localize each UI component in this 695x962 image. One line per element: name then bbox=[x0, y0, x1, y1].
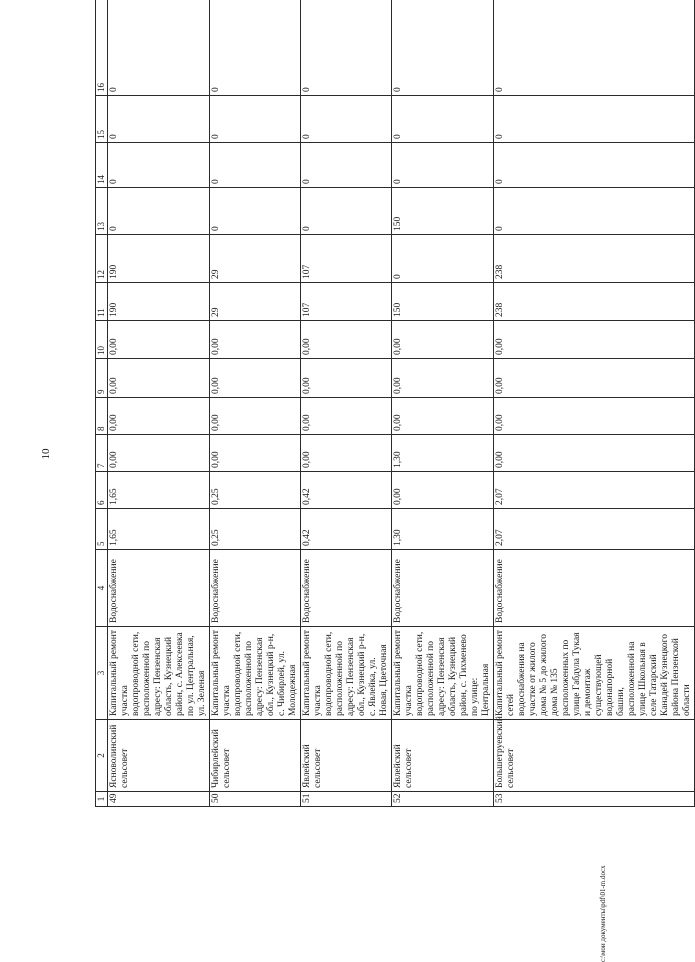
value-cell: 0,42 bbox=[301, 509, 392, 550]
value-cell: 1,30 bbox=[392, 509, 494, 550]
row-number: 53 bbox=[494, 792, 695, 807]
value-cell: 0 bbox=[301, 96, 392, 143]
header-cell: 15 bbox=[96, 96, 108, 143]
value-cell: 0,00 bbox=[108, 435, 210, 472]
value-cell: 1,30 bbox=[392, 435, 494, 472]
value-cell: 0 bbox=[301, 0, 392, 96]
value-cell: 0 bbox=[494, 96, 695, 143]
value-cell: 0,25 bbox=[210, 509, 301, 550]
value-cell: 0,00 bbox=[392, 321, 494, 359]
value-cell: 0,00 bbox=[108, 359, 210, 398]
value-cell: 150 bbox=[392, 283, 494, 321]
value-cell: 0,00 bbox=[301, 398, 392, 435]
value-cell: 0,00 bbox=[108, 398, 210, 435]
header-cell: 3 bbox=[96, 627, 108, 720]
value-cell: 0,00 bbox=[392, 398, 494, 435]
row-number: 49 bbox=[108, 792, 210, 807]
work-description: Капитальный ремонт участка водопроводной сети, расположенной по адресу: Пензенская обл., Кузнецкий р-н, с. Чибирлей, ул. Молодежная bbox=[210, 627, 301, 720]
value-cell: 190 bbox=[108, 283, 210, 321]
value-cell: 0,00 bbox=[210, 359, 301, 398]
header-cell: 10 bbox=[96, 321, 108, 359]
value-cell: 0 bbox=[210, 143, 301, 188]
value-cell: 107 bbox=[301, 283, 392, 321]
value-cell: 0 bbox=[210, 0, 301, 96]
header-cell: 11 bbox=[96, 283, 108, 321]
work-description: Капитальный ремонт участка водопроводной сети, расположенной по адресу: Пензенская область, Кузнецкий район, с. Тихменево по улице: Центральная bbox=[392, 627, 494, 720]
value-cell: 0 bbox=[301, 188, 392, 235]
table-row bbox=[108, 0, 210, 807]
value-cell: 238 bbox=[494, 283, 695, 321]
value-cell: 238 bbox=[494, 235, 695, 283]
council-name: Ясноволинский сельсовет bbox=[108, 720, 210, 792]
header-cell: 16 bbox=[96, 0, 108, 96]
footer-file-path: c:\мои документы\pdf\01-m.docx bbox=[599, 865, 607, 962]
table-row bbox=[494, 0, 695, 807]
value-cell: 0,00 bbox=[301, 359, 392, 398]
value-cell: 0 bbox=[392, 235, 494, 283]
value-cell: 0,00 bbox=[392, 472, 494, 509]
header-cell: 2 bbox=[96, 720, 108, 792]
value-cell: 0,00 bbox=[494, 359, 695, 398]
header-cell: 8 bbox=[96, 398, 108, 435]
value-cell: 0,42 bbox=[301, 472, 392, 509]
value-cell: 0 bbox=[494, 188, 695, 235]
value-cell: 2,07 bbox=[494, 472, 695, 509]
work-description: Капитальный ремонт сетей водоснабжения на участке от жилого дома № 5 до жилого дома № 135 расположенных по улице Габдула Тукая и демонтаж существующей водонапорной башни, расположенной на улице Школьная в селе Татарский Канадей Кузнецкого района Пензенской области bbox=[494, 627, 695, 720]
value-cell: 0,00 bbox=[494, 398, 695, 435]
value-cell: 1,65 bbox=[108, 509, 210, 550]
value-cell: 0 bbox=[301, 143, 392, 188]
value-cell: 0 bbox=[108, 0, 210, 96]
header-cell: 5 bbox=[96, 509, 108, 550]
value-cell: 107 bbox=[301, 235, 392, 283]
header-cell: 4 bbox=[96, 550, 108, 627]
header-cell: 14 bbox=[96, 143, 108, 188]
work-description: Капитальный ремонт участка водопроводной сети, расположенной по адресу: Пензенская обл., Кузнецкий р-н, с. Явлейка, ул. Новая, Цветочная bbox=[301, 627, 392, 720]
value-cell: 0 bbox=[108, 188, 210, 235]
value-cell: 0 bbox=[494, 143, 695, 188]
work-category: Водоснабжение bbox=[392, 550, 494, 627]
work-category: Водоснабжение bbox=[301, 550, 392, 627]
value-cell: 0 bbox=[210, 188, 301, 235]
header-cell: 1 bbox=[96, 792, 108, 807]
row-number: 50 bbox=[210, 792, 301, 807]
work-category: Водоснабжение bbox=[210, 550, 301, 627]
value-cell: 0 bbox=[210, 96, 301, 143]
council-name: Явлейский сельсовет bbox=[392, 720, 494, 792]
table-header-row bbox=[96, 0, 108, 807]
value-cell: 0,25 bbox=[210, 472, 301, 509]
row-number: 52 bbox=[392, 792, 494, 807]
value-cell: 1,65 bbox=[108, 472, 210, 509]
page-number: 10 bbox=[40, 448, 52, 460]
value-cell: 29 bbox=[210, 283, 301, 321]
council-name: Чибирлейский сельсовет bbox=[210, 720, 301, 792]
value-cell: 0 bbox=[392, 0, 494, 96]
value-cell: 0,00 bbox=[392, 359, 494, 398]
header-cell: 7 bbox=[96, 435, 108, 472]
value-cell: 2,07 bbox=[494, 509, 695, 550]
value-cell: 0 bbox=[392, 96, 494, 143]
value-cell: 0 bbox=[108, 96, 210, 143]
council-name: Большетруевский сельсовет bbox=[494, 720, 695, 792]
value-cell: 0 bbox=[392, 143, 494, 188]
value-cell: 0 bbox=[108, 143, 210, 188]
value-cell: 0,00 bbox=[210, 435, 301, 472]
table-row bbox=[392, 0, 494, 807]
header-cell: 13 bbox=[96, 188, 108, 235]
council-name: Явлейский сельсовет bbox=[301, 720, 392, 792]
table-row bbox=[210, 0, 301, 807]
header-cell: 6 bbox=[96, 472, 108, 509]
header-cell: 9 bbox=[96, 359, 108, 398]
data-table bbox=[95, 0, 695, 807]
value-cell: 0 bbox=[494, 0, 695, 96]
work-category: Водоснабжение bbox=[108, 550, 210, 627]
table-row bbox=[301, 0, 392, 807]
value-cell: 0,00 bbox=[494, 321, 695, 359]
value-cell: 0,00 bbox=[210, 321, 301, 359]
value-cell: 150 bbox=[392, 188, 494, 235]
header-cell: 12 bbox=[96, 235, 108, 283]
work-description: Капитальный ремонт участка водопроводной сети, расположенной по адресу: Пензенская область, Кузнецкий район, с. Алексеевка по ул. Центральная, ул. Зеленая bbox=[108, 627, 210, 720]
value-cell: 29 bbox=[210, 235, 301, 283]
value-cell: 0,00 bbox=[210, 398, 301, 435]
work-category: Водоснабжение bbox=[494, 550, 695, 627]
value-cell: 190 bbox=[108, 235, 210, 283]
rotated-table-container bbox=[95, 32, 692, 807]
row-number: 51 bbox=[301, 792, 392, 807]
value-cell: 0,00 bbox=[494, 435, 695, 472]
value-cell: 0,00 bbox=[301, 435, 392, 472]
value-cell: 0,00 bbox=[108, 321, 210, 359]
value-cell: 0,00 bbox=[301, 321, 392, 359]
